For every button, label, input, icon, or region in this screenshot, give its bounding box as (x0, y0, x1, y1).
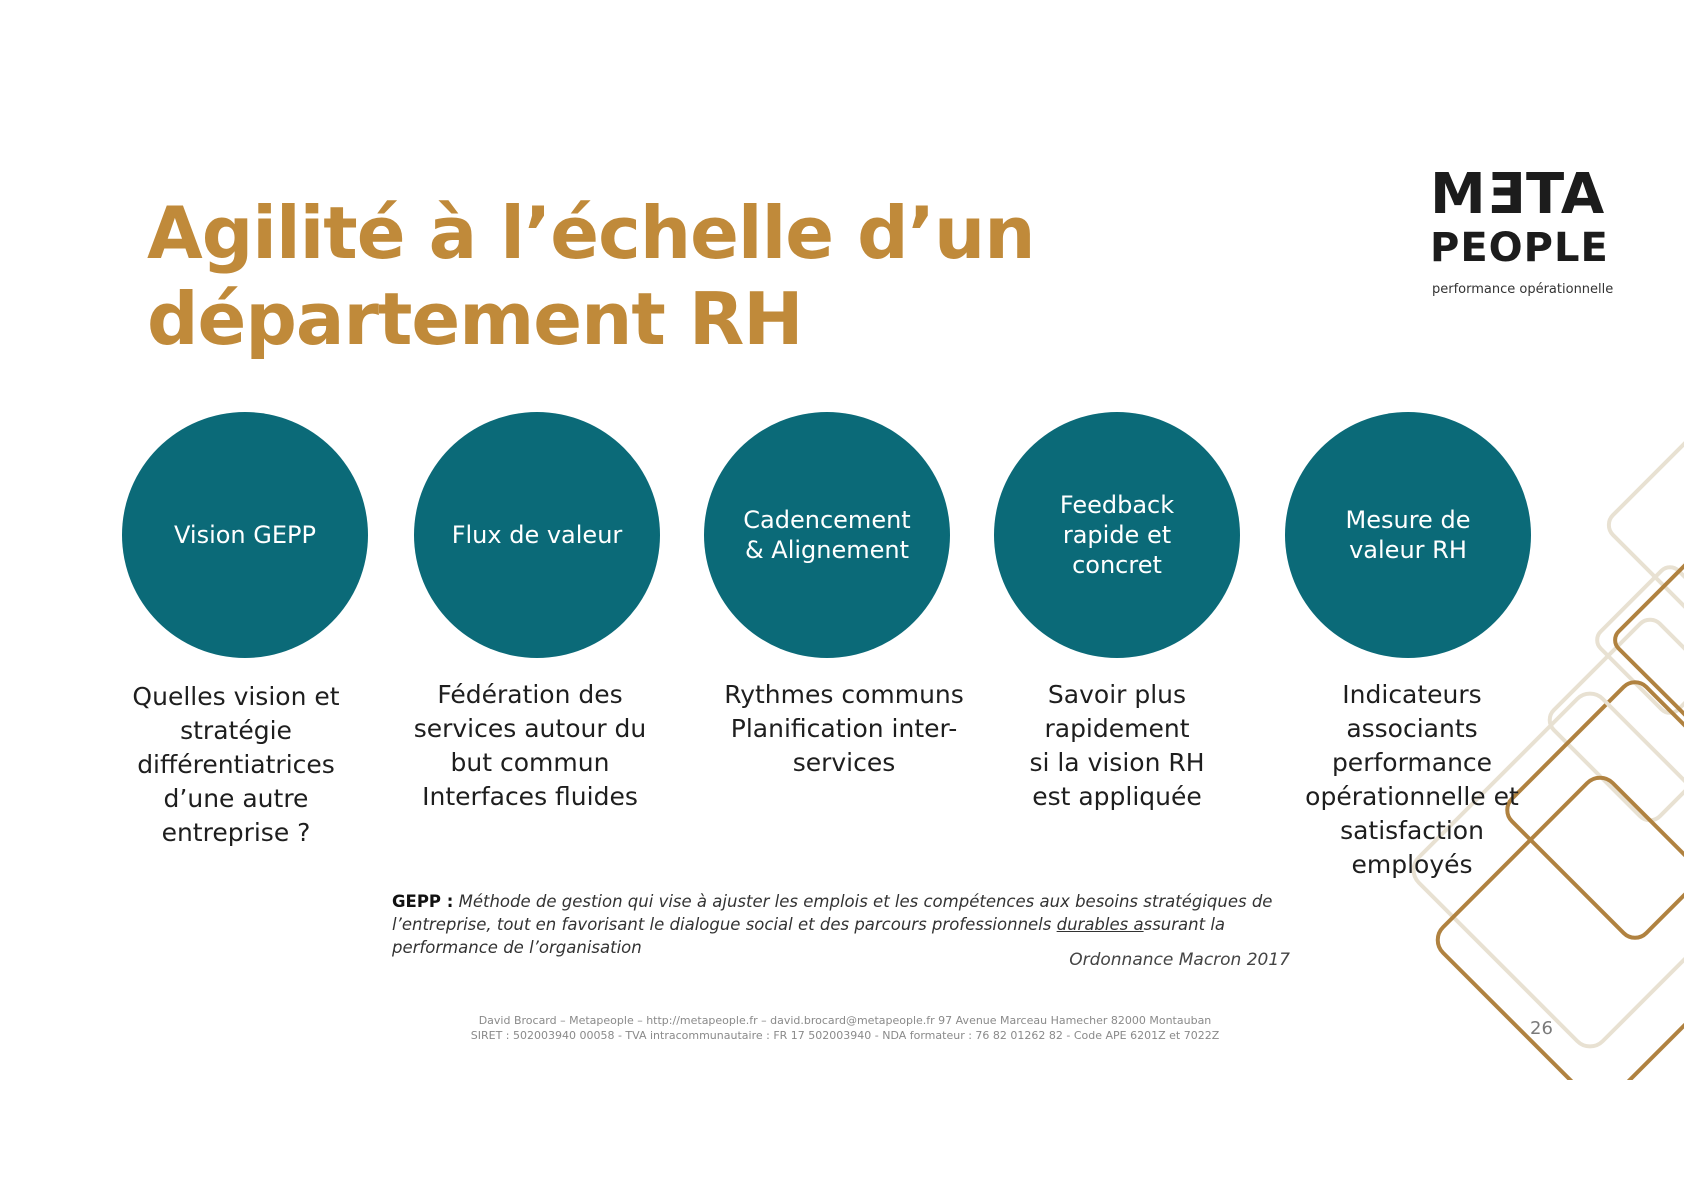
pillar-caption-5: Indicateurs associants performance opérationnelle et satisfaction employés (1305, 680, 1519, 879)
footer (430, 1013, 1260, 1043)
gepp-source: Ordonnance Macron 2017 (1069, 950, 1290, 970)
page-number: 26 (1530, 1018, 1553, 1039)
pillar-circle-5: Mesure de valeur RH (1285, 412, 1531, 658)
gepp-text-underlined: durables a (1056, 914, 1144, 934)
logo-tagline: performance opérationnelle (1432, 282, 1614, 297)
gepp-term: GEPP : (392, 891, 454, 911)
gepp-definition (392, 890, 1292, 959)
pillar-circle-4: Feedback rapide et concret (994, 412, 1240, 658)
pillar-caption-4: Savoir plus rapidement si la vision RH est appliquée (1029, 680, 1205, 811)
gepp-text-after: ssurant la performance de l’organisation (392, 914, 1226, 957)
footer-line-legal: SIRET : 502003940 00058 - TVA intracommunautaire : FR 17 502003940 - NDA formateur : 76 82 01262 82 - Code APE 6201Z et 7022Z (470, 1029, 1220, 1042)
pillar-circle-3: Cadencement & Alignement (704, 412, 950, 658)
logo-word-people: PEOPLE (1430, 225, 1609, 271)
footer-line-contact: David Brocard – Metapeople – http://metapeople.fr – david.brocard@metapeople.fr 97 Avenue Marceau Hamecher 82000 Montauban (478, 1014, 1212, 1027)
pillar-caption-1: Quelles vision et stratégie différentiatrices d’une autre entreprise ? (132, 682, 340, 847)
pillar-circle-1: Vision GEPP (122, 412, 368, 658)
logo-word-meta: MƎTA (1430, 162, 1606, 227)
gepp-text-before: Méthode de gestion qui vise à ajuster les emplois et les compétences aux besoins stratégiques de l’entreprise, tout en favorisant le dialogue social et des parcours professionnels (392, 891, 1273, 934)
slide-title: Agilité à l’échelle d’un département RH (147, 191, 1035, 361)
pillar-caption-3: Rythmes communs Planification inter- services (724, 680, 964, 777)
pillar-caption-2: Fédération des services autour du but commun Interfaces fluides (413, 680, 647, 811)
pillar-circle-2: Flux de valeur (414, 412, 660, 658)
